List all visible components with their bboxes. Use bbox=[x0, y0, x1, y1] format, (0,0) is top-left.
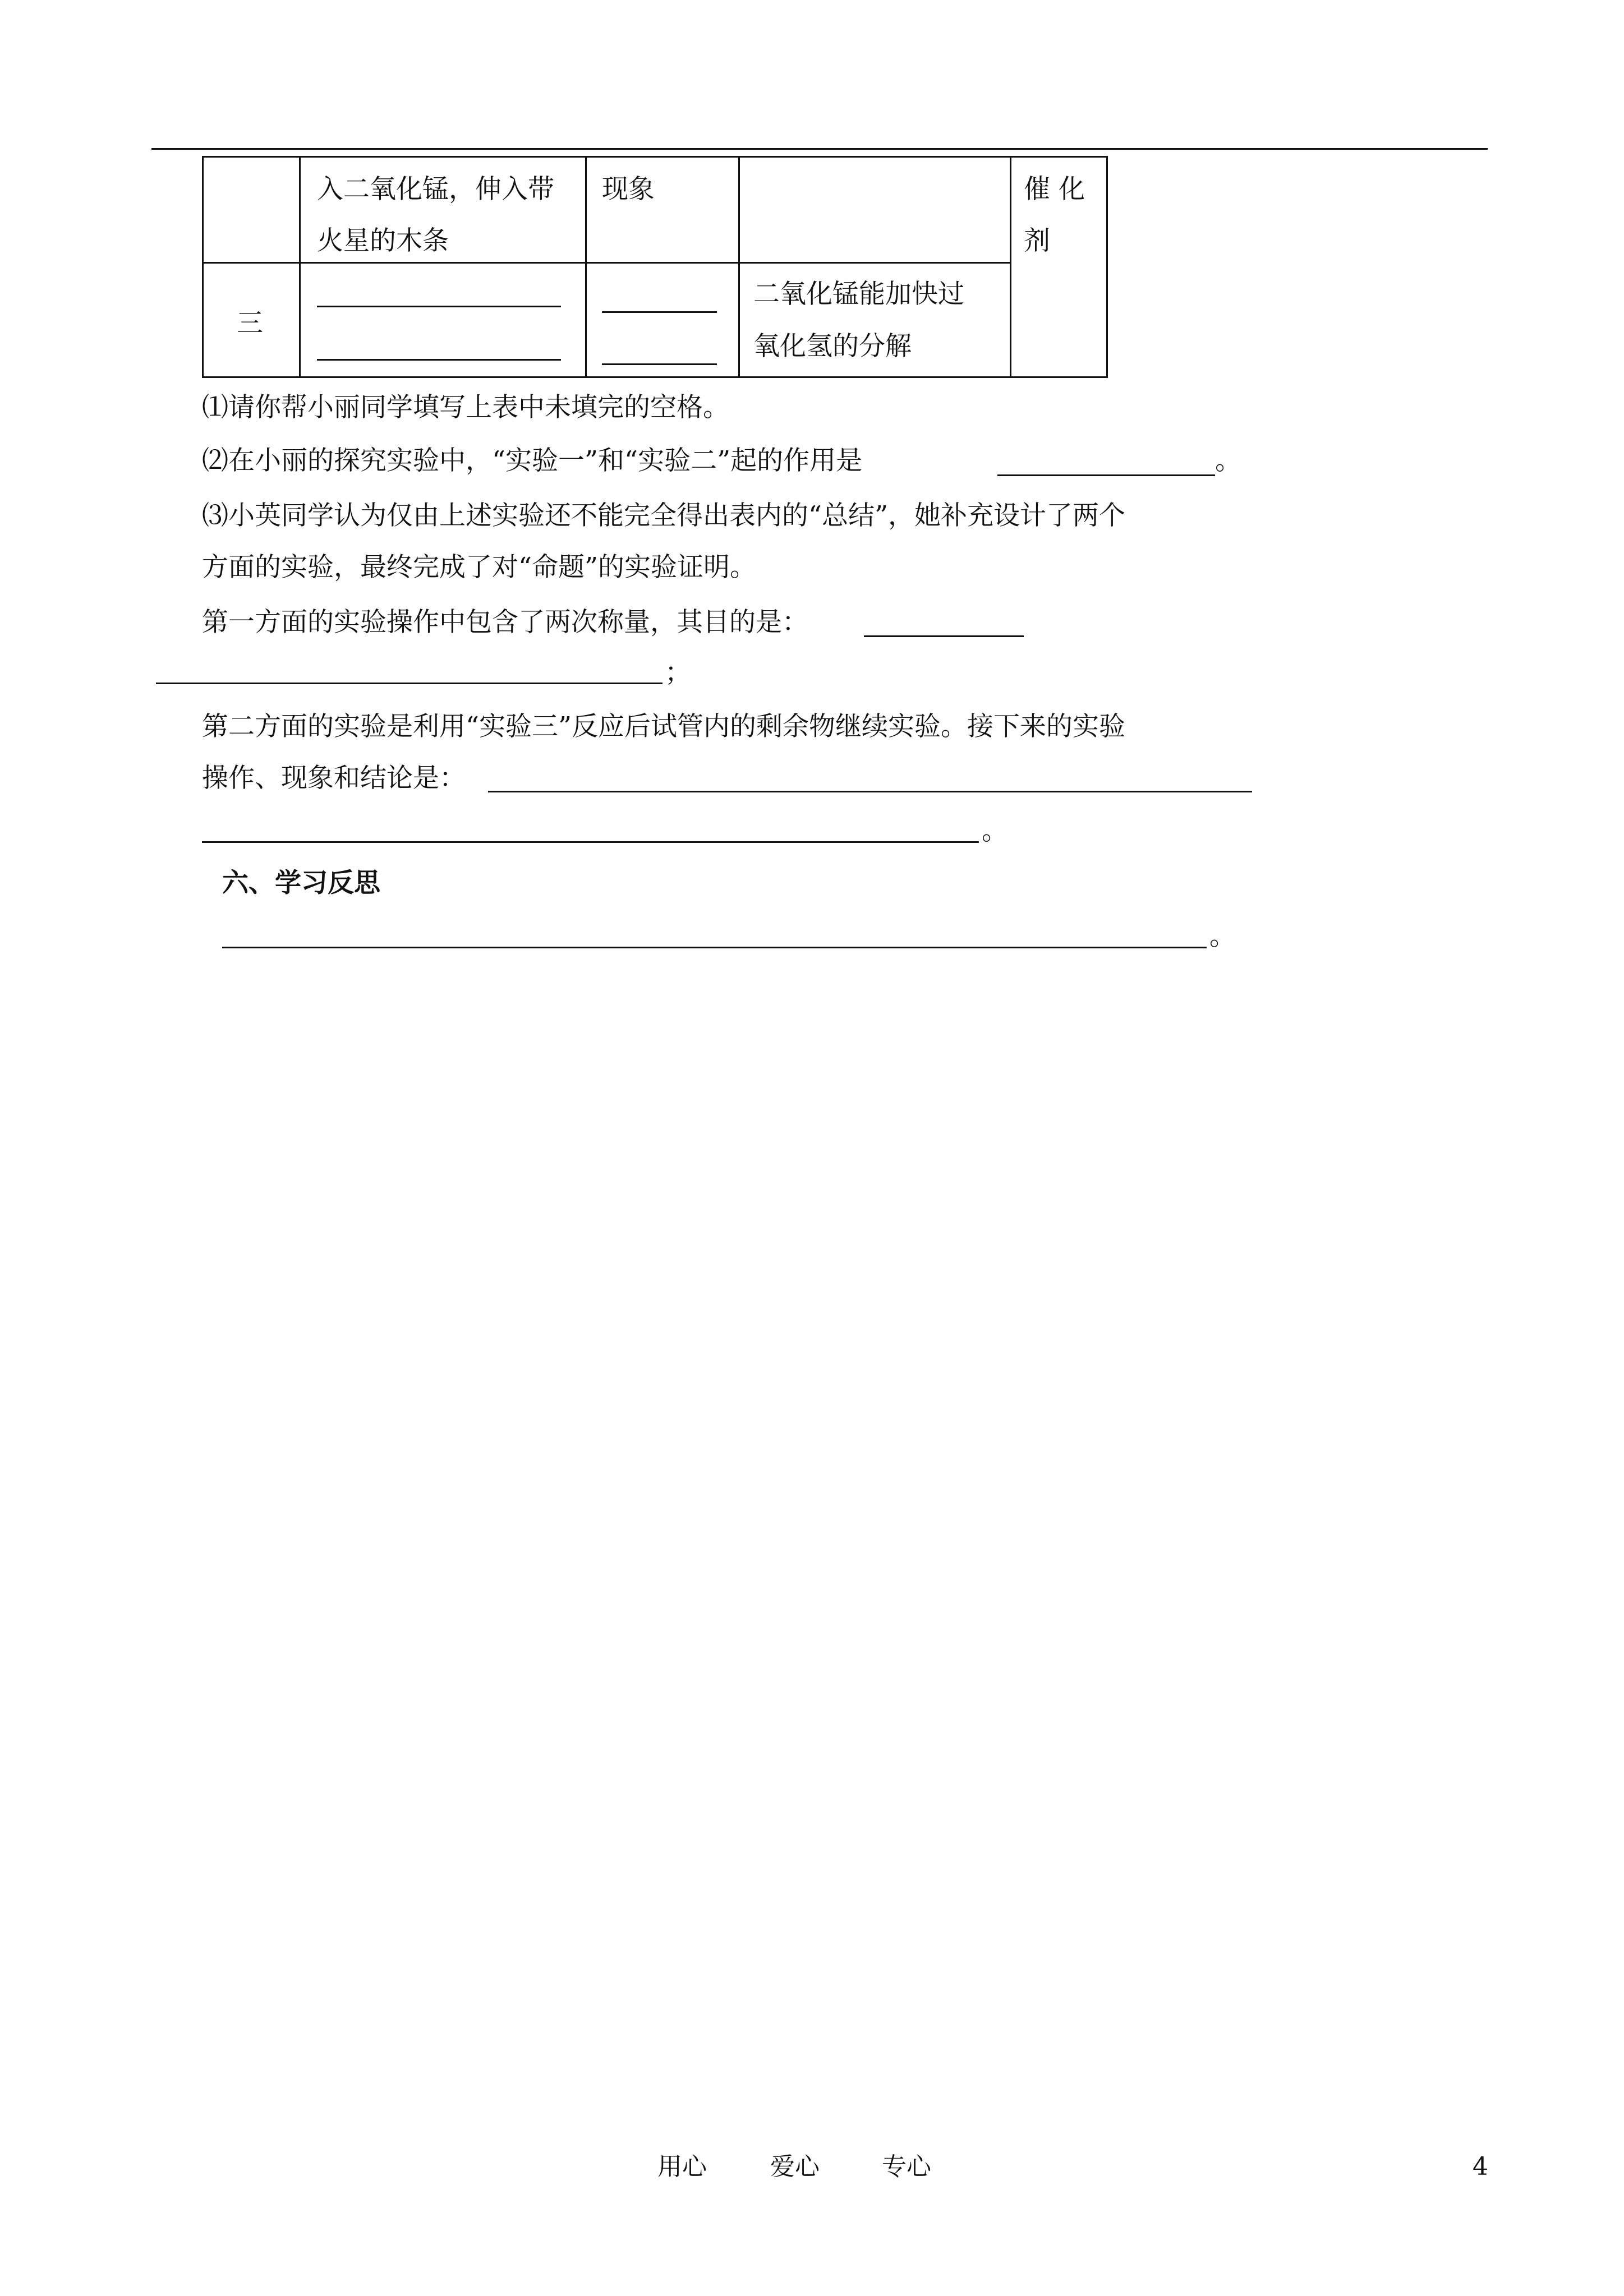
question-2-end: 。 bbox=[1215, 445, 1241, 476]
question-3-line2: 方面的实验，最终完成了对“命题”的实验证明。 bbox=[202, 552, 757, 583]
table-cell-experiment-number: 三 bbox=[237, 308, 263, 339]
table-cell-conclusion-line1: 二氧化锰能加快过 bbox=[753, 279, 964, 310]
second-aspect-line2: 操作、现象和结论是： bbox=[202, 763, 466, 794]
question-1: ⑴请你帮小丽同学填写上表中未填完的空格。 bbox=[202, 392, 729, 423]
first-aspect-blank-1 bbox=[864, 635, 1024, 637]
table-line-col3 bbox=[585, 156, 587, 378]
second-aspect-blank-1 bbox=[488, 791, 1252, 792]
table-line-right bbox=[1106, 156, 1108, 378]
table-blank-phenomenon-1 bbox=[602, 311, 717, 313]
second-aspect-end: 。 bbox=[982, 815, 1008, 846]
table-line-left bbox=[202, 156, 204, 378]
table-blank-phenomenon-2 bbox=[602, 363, 717, 365]
footer-motto-3: 专心 bbox=[882, 2152, 931, 2181]
question-2-blank bbox=[997, 474, 1215, 476]
table-line-top bbox=[202, 156, 1108, 158]
table-line-col5 bbox=[1010, 156, 1011, 378]
question-2: ⑵在小丽的探究实验中，“实验一”和“实验二”起的作用是 bbox=[202, 445, 863, 476]
header-rule bbox=[151, 148, 1488, 150]
table-cell-operation-line2: 火星的木条 bbox=[317, 225, 449, 256]
table-cell-operation-line1: 入二氧化锰，伸入带 bbox=[317, 174, 554, 205]
footer-motto-2: 爱心 bbox=[770, 2152, 820, 2181]
table-blank-operation-1 bbox=[317, 306, 561, 307]
first-aspect-text: 第一方面的实验操作中包含了两次称量，其目的是： bbox=[202, 607, 808, 638]
first-aspect-blank-2 bbox=[156, 683, 663, 684]
table-line-bottom bbox=[202, 376, 1108, 378]
table-blank-operation-2 bbox=[317, 359, 561, 361]
footer-motto-1: 用心 bbox=[657, 2152, 707, 2181]
second-aspect-line1: 第二方面的实验是利用“实验三”反应后试管内的剩余物继续实验。接下来的实验 bbox=[202, 711, 1126, 742]
table-line-col4 bbox=[738, 156, 740, 378]
table-line-col2 bbox=[299, 156, 301, 378]
second-aspect-blank-2 bbox=[202, 841, 979, 843]
table-cell-phenomenon: 现象 bbox=[602, 174, 655, 205]
table-cell-conclusion-line2: 氧化氢的分解 bbox=[753, 331, 912, 362]
page-number: 4 bbox=[1473, 2152, 1488, 2181]
table-cell-summary-line1: 催 化 bbox=[1024, 174, 1085, 205]
table-cell-summary-line2: 剂 bbox=[1024, 225, 1050, 256]
first-aspect-end: ； bbox=[665, 657, 691, 688]
section-six-heading: 六、学习反思 bbox=[222, 868, 380, 898]
section-six-blank bbox=[222, 947, 1207, 948]
section-six-end: 。 bbox=[1209, 921, 1236, 952]
question-3-line1: ⑶小英同学认为仅由上述实验还不能完全得出表内的“总结”，她补充设计了两个 bbox=[202, 500, 1126, 531]
